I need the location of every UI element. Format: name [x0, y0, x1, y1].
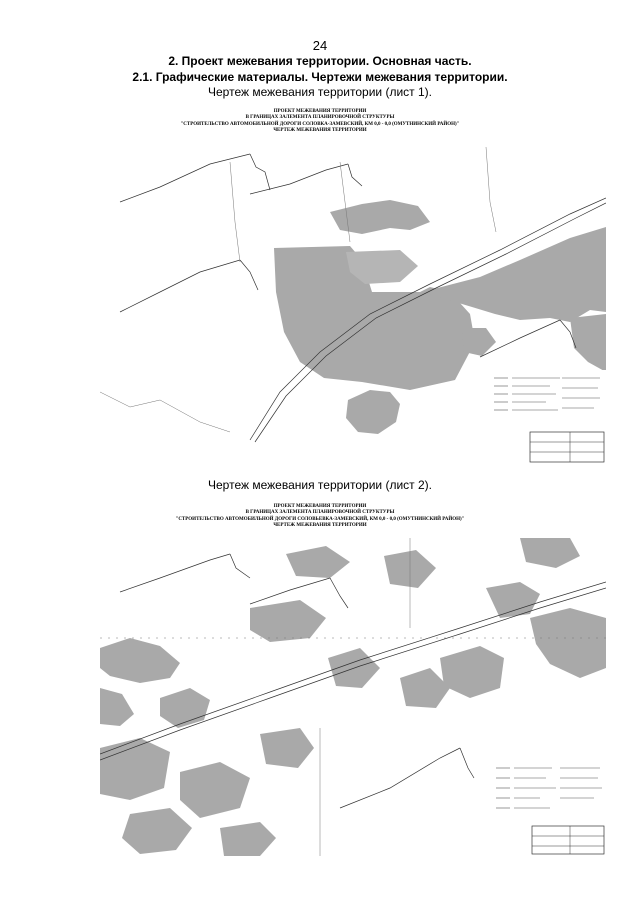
sheet-1-caption: Чертеж межевания территории (лист 1). [208, 85, 432, 99]
stamp-line: ЧЕРТЕЖ МЕЖЕВАНИЯ ТЕРРИТОРИИ [273, 128, 367, 134]
stamp-line: В ГРАНИЦАХ ЗАЛЕМЕНТА ПЛАНИРОВОЧНОЙ СТРУКТУРЫ [245, 510, 395, 516]
sheet-2-drawing [100, 538, 606, 856]
stamp-line: "СТРОИТЕЛЬСТВО АВТОМОБИЛЬНОЙ ДОРОГИ СОЛОВКА-ЗАМЕВСКИЙ, КМ 0,0 - 0,0 (ОМУТНИНСКИЙ РАЙОН)" [180, 121, 460, 127]
legend-block [490, 758, 606, 856]
sheet-2-caption: Чертеж межевания территории (лист 2). [208, 478, 432, 492]
stamp-line: "СТРОИТЕЛЬСТВО АВТОМОБИЛЬНОЙ ДОРОГИ СОЛОВЬЕВКА-ЗАМЕВСКИЙ, КМ 0,0 - 0,0 (ОМУТНИНСКИЙ РАЙОН)" [175, 516, 465, 522]
section-heading: 2. Проект межевания территории. Основная часть. [168, 54, 472, 68]
page-number: 24 [312, 38, 328, 53]
stamp-line: ПРОЕКТ МЕЖЕВАНИЯ ТЕРРИТОРИИ [273, 109, 367, 114]
subsection-heading: 2.1. Графические материалы. Чертежи межевания территории. [132, 70, 508, 84]
stamp-line: ПРОЕКТ МЕЖЕВАНИЯ ТЕРРИТОРИИ [273, 504, 367, 509]
sheet-1-drawing [100, 142, 606, 464]
stamp-line: В ГРАНИЦАХ ЗАЛЕМЕНТА ПЛАНИРОВОЧНОЙ СТРУКТУРЫ [245, 115, 395, 121]
sheet-1-title-stamp [0, 109, 640, 135]
sheet-2-title-stamp [0, 504, 640, 530]
stamp-line: ЧЕРТЕЖ МЕЖЕВАНИЯ ТЕРРИТОРИИ [273, 523, 367, 529]
legend-block [488, 370, 606, 464]
